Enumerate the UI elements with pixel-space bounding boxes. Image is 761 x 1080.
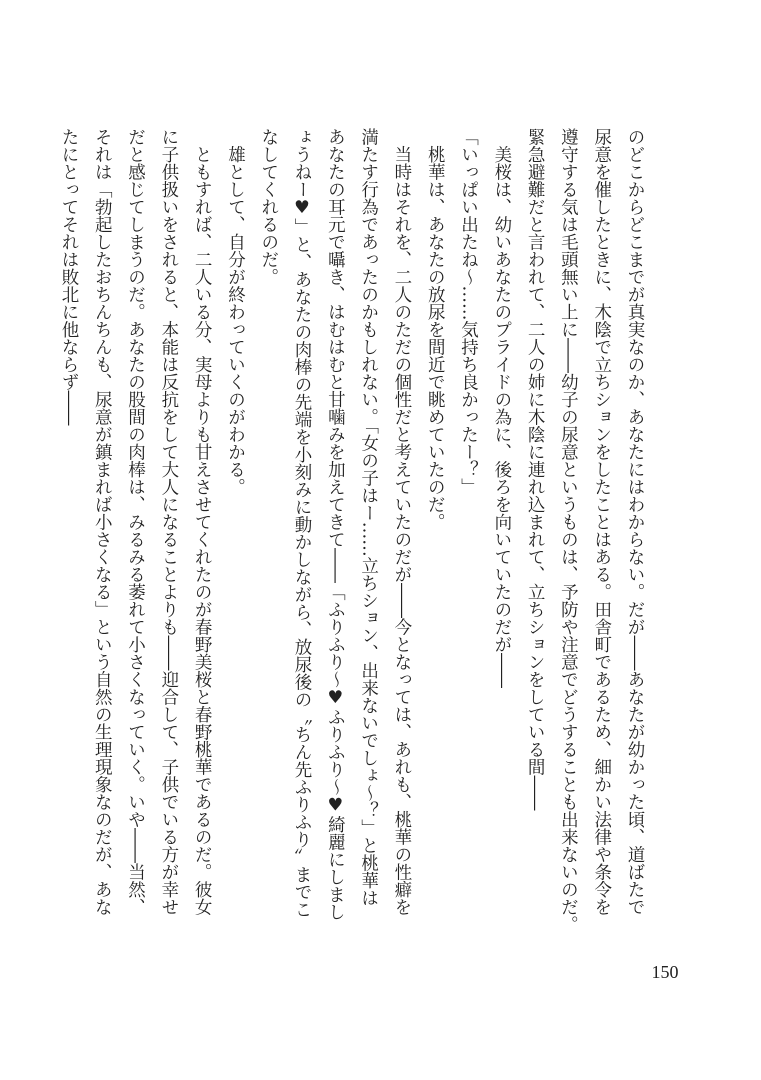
text-line: ょうねー♥」と、あなたの肉棒の先端を小刻みに動かしながら、放尿後の〝ちん先ふりふり〟までこ [292,128,313,918]
text-line: それは「勃起したおちんちんも、尿意が鎮まれば小さくなる」という自然の生理現象なのだが、あな [92,128,113,916]
text-line: 尿意を催したときに、木陰で立ちションをしたことはある。田舎町であるため、細かい法律や条令を [591,128,612,916]
text-line: 満たす行為であったのかもしれない。「女の子はー……立ちション、出来ないでしょ～？」と桃華は [358,128,379,907]
text-line: 雄として、自分が終わっていくのがわかる。 [225,128,246,496]
body-text [52,128,651,968]
text-line: に子供扱いをされると、本能は反抗をして大人になることよりも――迎合して、子供でいる方が幸せ [158,128,179,916]
text-line: 桃華は、あなたの放尿を間近で眺めていたのだ。 [425,128,446,531]
page-number: 150 [651,962,679,982]
text-line: 当時はそれを、二人のただの個性だと考えていたのだが――今となっては、あれも、桃華の性癖を [391,128,412,916]
text-line: ともすれば、二人いる分、実母よりも甘えさせてくれたのが春野美桜と春野桃華であるのだ。彼女 [192,128,213,916]
text-line: あなたの耳元で囁き、はむはむと甘噛みを加えてきて――「ふりふり～♥ふりふり～♥綺麗にしまし [325,128,346,921]
text-line: のどこからどこまでが真実なのか、あなたにはわからない。だが――あなたが幼かった頃、道ばたで [625,128,645,916]
text-line: 遵守する気は毛頭無い上に――幼子の尿意というものは、予防や注意でどうすることも出来ないのだ。 [558,128,579,933]
text-line: だと感じてしまうのだ。あなたの股間の肉棒は、みるみる萎れて小さくなっていく。いや――当然、 [125,128,146,916]
text-line: 緊急避難だと言われて、二人の姉に木陰に連れ込まれて、立ちションをしている間―― [525,128,546,811]
text-line: 「いっぱい出たね～……気持ち良かったー？」 [458,128,479,496]
text-line: なしてくれるのだ。 [258,128,279,286]
text-line: たにとってそれは敗北に他ならず―― [58,128,79,426]
text-line: 美桜は、幼いあなたのプライドの為に、後ろを向いていたのだが―― [491,128,512,688]
